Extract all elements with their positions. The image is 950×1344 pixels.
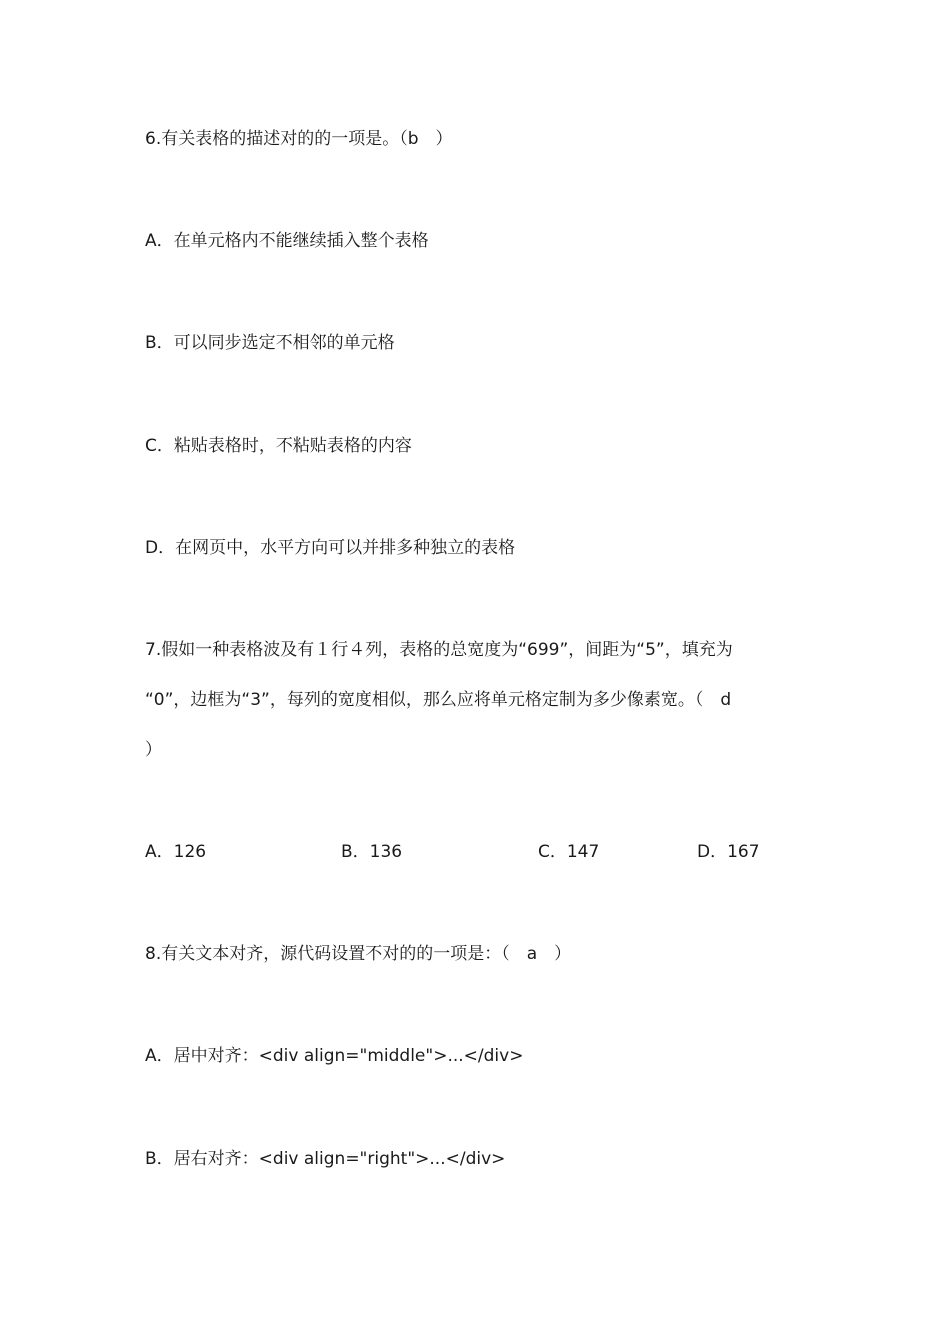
q7-stem-line-2: “0”，边框为“3”，每列的宽度相似，那么应将单元格定制为多少像素宽。（ d bbox=[145, 690, 732, 710]
q7-option-b: B．136 bbox=[341, 842, 403, 862]
q8-option-b: B．居右对齐：<div align="right">...</div> bbox=[145, 1149, 506, 1169]
q6-stem: 6.有关表格的描述对的的一项是。（b ） bbox=[145, 129, 453, 149]
q6-option-b: B．可以同步选定不相邻的单元格 bbox=[145, 333, 395, 353]
q7-stem-line-1: 7.假如一种表格波及有１行４列，表格的总宽度为“699”，间距为“5”，填充为 bbox=[145, 640, 733, 660]
q6-option-a: A．在单元格内不能继续插入整个表格 bbox=[145, 231, 429, 251]
q8-option-a: A．居中对齐：<div align="middle">...</div> bbox=[145, 1046, 524, 1066]
q8-stem: 8.有关文本对齐，源代码设置不对的的一项是：（ a ） bbox=[145, 944, 572, 964]
q7-options-row bbox=[0, 841, 950, 863]
q7-stem-line-3: ） bbox=[145, 740, 162, 760]
q6-option-d: D．在网页中，水平方向可以并排多种独立的表格 bbox=[145, 538, 516, 558]
q7-option-c: C．147 bbox=[538, 842, 600, 862]
q7-option-a: A．126 bbox=[145, 842, 207, 862]
q6-option-c: C．粘贴表格时，不粘贴表格的内容 bbox=[145, 436, 412, 456]
q7-option-d: D．167 bbox=[697, 842, 760, 862]
